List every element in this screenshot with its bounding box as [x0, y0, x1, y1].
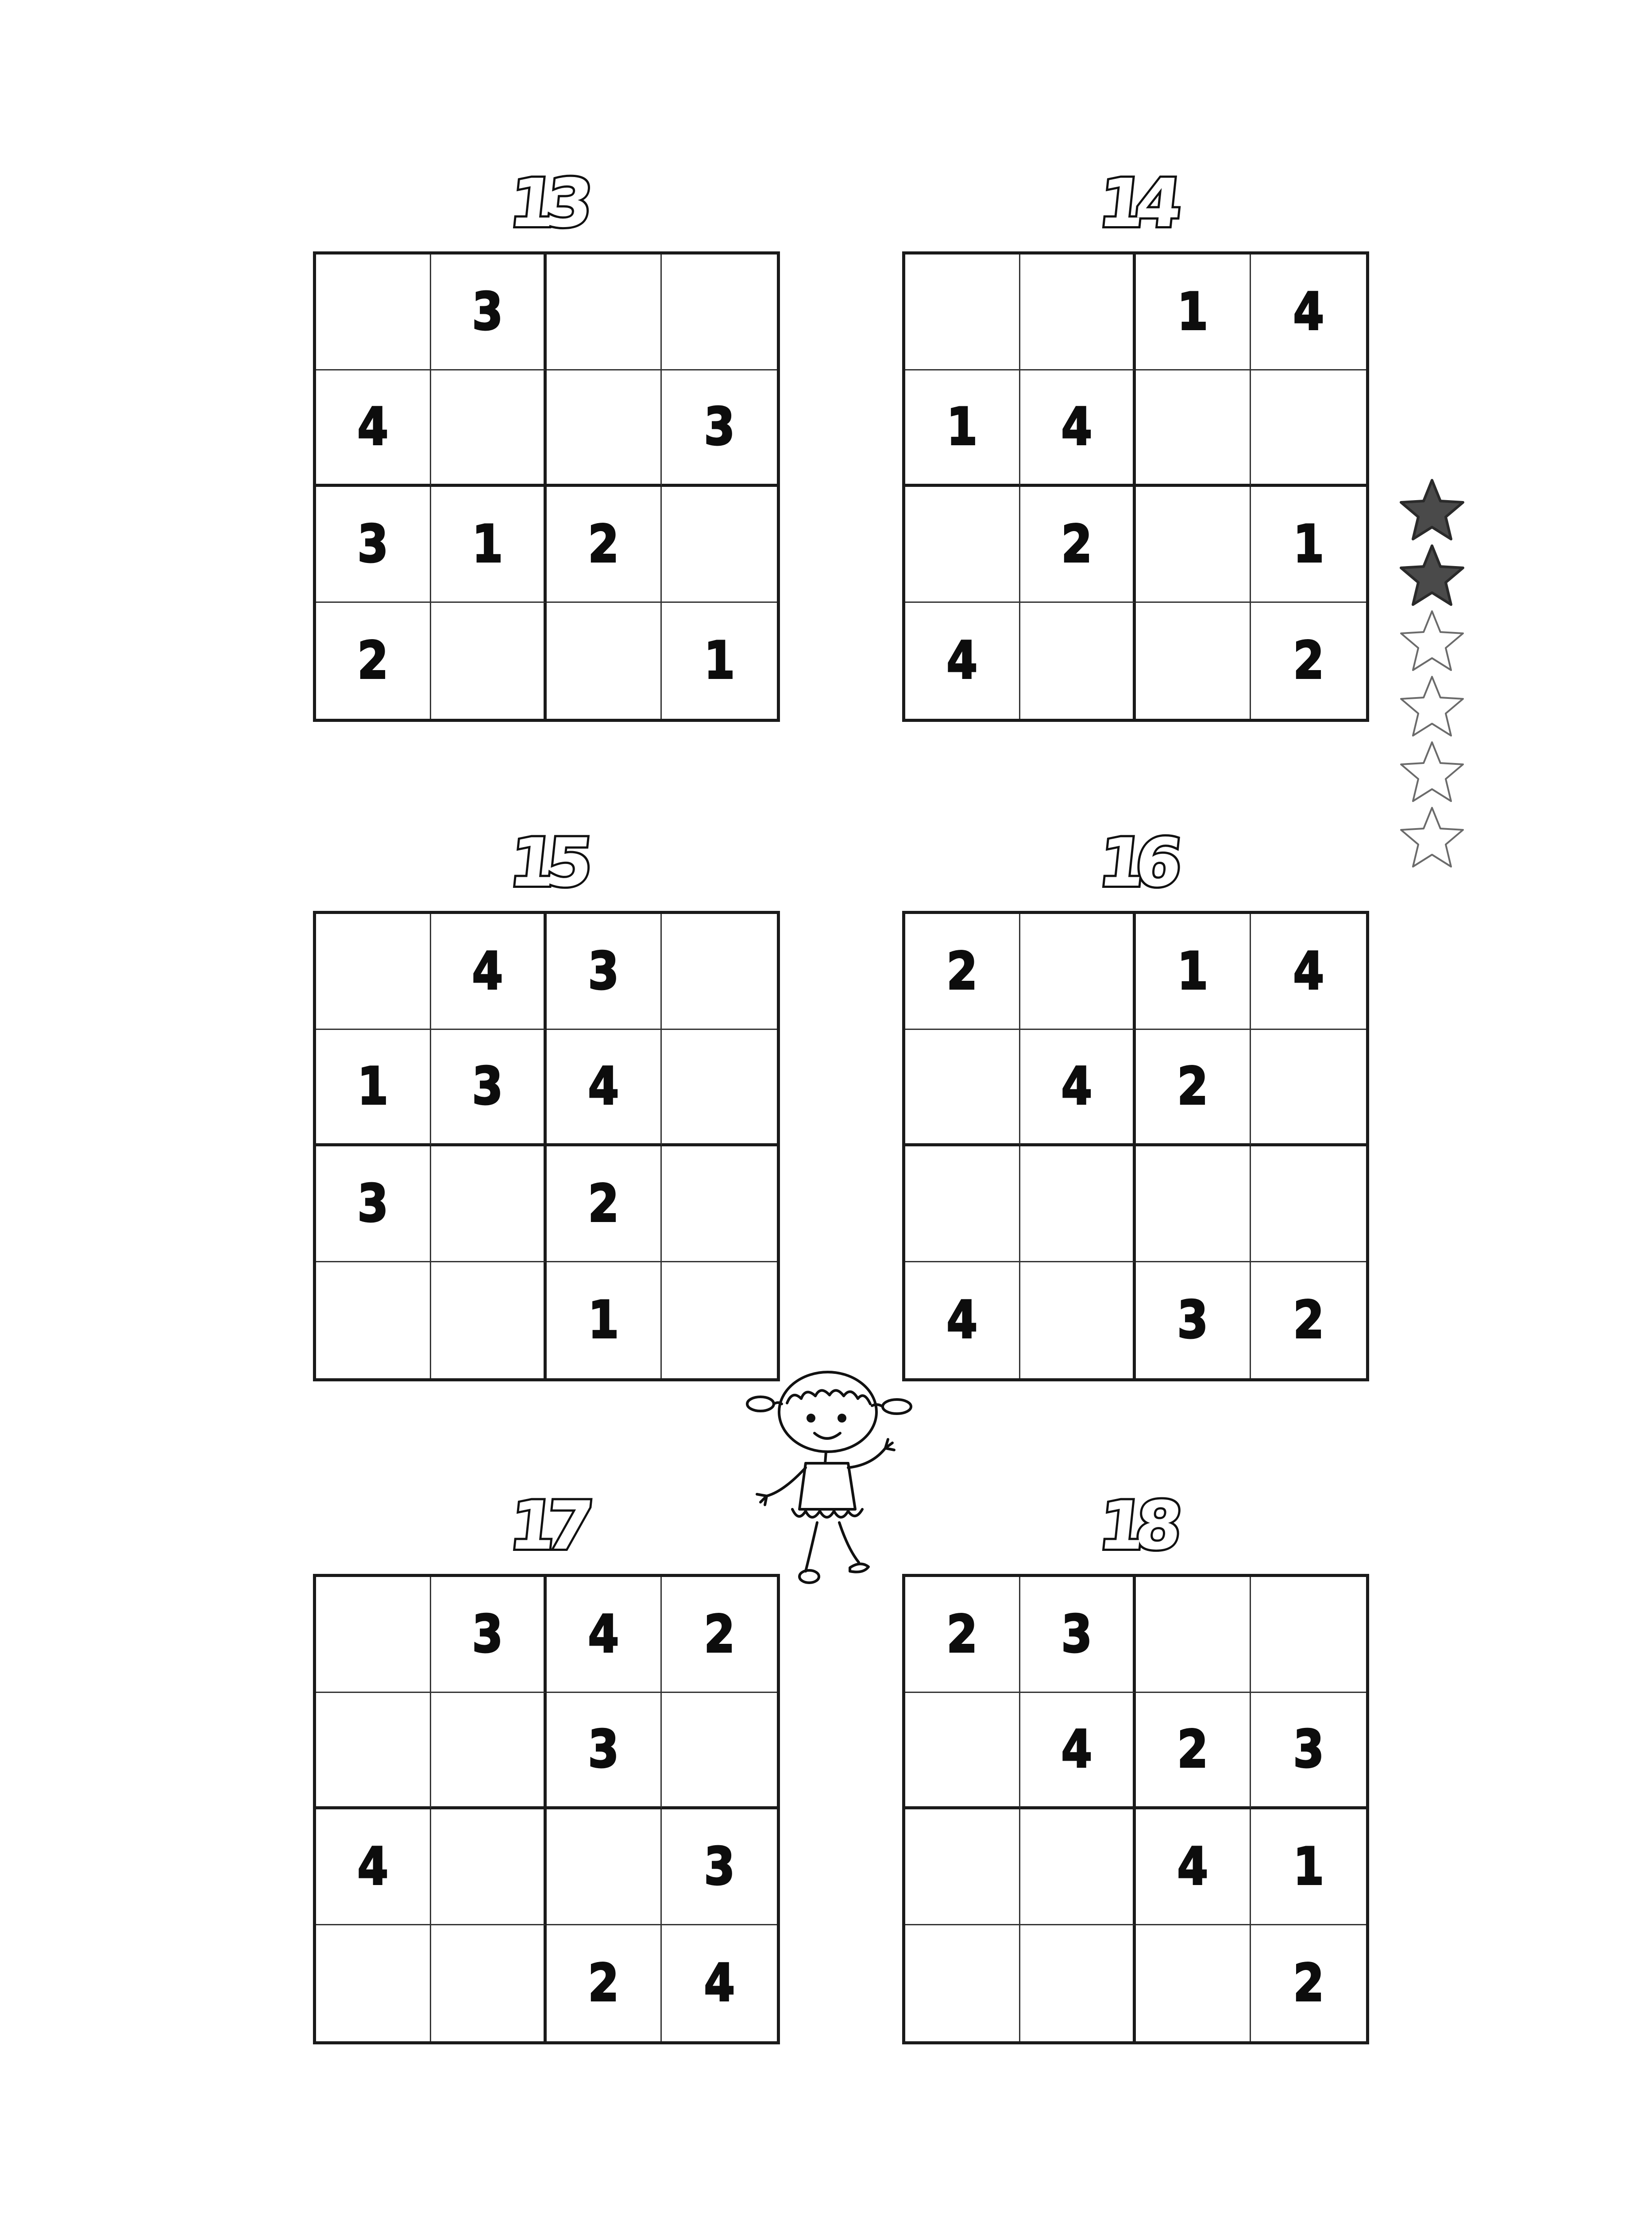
grid-cell[interactable]: 3: [1136, 1262, 1251, 1378]
puzzle-18: [902, 1488, 1369, 2046]
star-icon: [1399, 478, 1465, 542]
grid-cell[interactable]: [905, 1925, 1020, 2041]
grid-cell[interactable]: [1136, 603, 1251, 719]
sudoku-grid: [902, 251, 1369, 722]
sudoku-grid: [313, 1574, 780, 2044]
grid-cell[interactable]: 1: [704, 631, 735, 691]
puzzle-number: 18: [1095, 1488, 1177, 1565]
grid-cell[interactable]: 2: [547, 487, 662, 603]
grid-cell[interactable]: 2: [1293, 1290, 1324, 1350]
grid-cell[interactable]: 1: [316, 1030, 431, 1146]
grid-cell[interactable]: 4: [1020, 370, 1135, 486]
puzzle-15: [313, 825, 780, 1383]
grid-cell[interactable]: [316, 1577, 431, 1693]
grid-cell[interactable]: [905, 1146, 1020, 1262]
grid-cell[interactable]: [1020, 1262, 1135, 1378]
grid-cell[interactable]: [1136, 1146, 1251, 1262]
sudoku-grid: [902, 1574, 1369, 2044]
grid-cell[interactable]: [1251, 1146, 1366, 1262]
grid-cell[interactable]: [1020, 1146, 1135, 1262]
star-icon: [1399, 740, 1465, 804]
grid-cell[interactable]: [662, 487, 777, 603]
grid-cell[interactable]: 3: [316, 1146, 431, 1262]
grid-cell[interactable]: [431, 1809, 546, 1925]
grid-cell[interactable]: [547, 603, 662, 719]
grid-cell[interactable]: 1: [547, 1262, 662, 1378]
grid-cell[interactable]: [1136, 370, 1251, 486]
grid-cell[interactable]: [1136, 1577, 1251, 1693]
grid-cell[interactable]: 4: [316, 370, 431, 486]
grid-cell[interactable]: 3: [547, 1693, 662, 1809]
grid-cell[interactable]: [1020, 603, 1135, 719]
grid-cell[interactable]: 2: [1293, 631, 1324, 691]
grid-cell[interactable]: 3: [431, 1030, 546, 1146]
grid-cell[interactable]: [1251, 1030, 1366, 1146]
grid-cell[interactable]: [905, 1030, 1020, 1146]
grid-cell[interactable]: [316, 1262, 431, 1378]
grid-cell[interactable]: 3: [431, 254, 546, 370]
grid-cell[interactable]: 3: [431, 1577, 546, 1693]
grid-cell[interactable]: [316, 1693, 431, 1809]
grid-cell[interactable]: [316, 254, 431, 370]
grid-cell[interactable]: [547, 1809, 662, 1925]
puzzle-number: 14: [1095, 165, 1177, 242]
grid-cell[interactable]: [905, 1693, 1020, 1809]
grid-cell[interactable]: 1: [1136, 254, 1251, 370]
grid-cell[interactable]: [431, 1693, 546, 1809]
grid-cell[interactable]: 1: [431, 487, 546, 603]
grid-cell[interactable]: 3: [1020, 1577, 1135, 1693]
grid-cell[interactable]: [662, 1262, 777, 1378]
grid-cell[interactable]: 3: [662, 1809, 777, 1925]
grid-cell[interactable]: [905, 1809, 1020, 1925]
grid-cell[interactable]: [662, 1146, 777, 1262]
grid-cell[interactable]: 4: [431, 914, 546, 1030]
grid-cell[interactable]: [431, 1146, 546, 1262]
grid-cell[interactable]: 2: [1136, 1693, 1251, 1809]
sudoku-grid: [313, 251, 780, 722]
grid-cell[interactable]: [316, 914, 431, 1030]
grid-cell[interactable]: 2: [1136, 1030, 1251, 1146]
grid-cell[interactable]: [662, 914, 777, 1030]
grid-cell[interactable]: [1020, 1925, 1135, 2041]
grid-cell[interactable]: [1020, 254, 1135, 370]
puzzle-13: [313, 165, 780, 724]
puzzle-14: [902, 165, 1369, 724]
grid-cell[interactable]: 3: [316, 487, 431, 603]
grid-cell[interactable]: [662, 1693, 777, 1809]
grid-cell[interactable]: 2: [905, 1577, 1020, 1693]
grid-cell[interactable]: 1: [1136, 914, 1251, 1030]
grid-cell[interactable]: [1136, 487, 1251, 603]
grid-cell[interactable]: 4: [704, 1953, 735, 2013]
grid-cell[interactable]: [1136, 1925, 1251, 2041]
grid-cell[interactable]: 4: [1020, 1693, 1135, 1809]
puzzle-17: [313, 1488, 780, 2046]
grid-cell[interactable]: 4: [547, 1030, 662, 1146]
grid-cell[interactable]: [1020, 1809, 1135, 1925]
grid-cell[interactable]: [547, 254, 662, 370]
difficulty-rating: [1399, 478, 1470, 876]
grid-cell[interactable]: [316, 1925, 431, 2041]
grid-cell[interactable]: [547, 370, 662, 486]
grid-cell[interactable]: 4: [1251, 914, 1366, 1030]
sudoku-grid: [313, 911, 780, 1381]
sudoku-grid: [902, 911, 1369, 1381]
grid-cell[interactable]: 4: [905, 603, 1020, 719]
grid-cell[interactable]: 4: [316, 1809, 431, 1925]
star-icon: [1399, 609, 1465, 673]
grid-cell[interactable]: [431, 370, 546, 486]
star-icon: [1399, 544, 1465, 608]
puzzle-number: 15: [506, 825, 587, 902]
grid-cell[interactable]: 4: [1251, 254, 1366, 370]
grid-cell[interactable]: [662, 254, 777, 370]
grid-cell[interactable]: [662, 1030, 777, 1146]
girl-doodle-icon: [739, 1363, 916, 1593]
grid-cell[interactable]: 2: [547, 1925, 662, 2041]
puzzle-number: 13: [506, 165, 587, 242]
grid-cell[interactable]: 2: [547, 1146, 662, 1262]
grid-cell[interactable]: 3: [1251, 1693, 1366, 1809]
grid-cell[interactable]: [905, 487, 1020, 603]
grid-cell[interactable]: 2: [1020, 487, 1135, 603]
grid-cell[interactable]: 4: [905, 1262, 1020, 1378]
star-icon: [1399, 675, 1465, 739]
star-icon: [1399, 806, 1465, 870]
grid-cell[interactable]: 1: [1251, 1809, 1366, 1925]
grid-cell[interactable]: 4: [1136, 1809, 1251, 1925]
grid-cell[interactable]: [1020, 914, 1135, 1030]
grid-cell[interactable]: 4: [547, 1577, 662, 1693]
grid-cell[interactable]: [1251, 1577, 1366, 1693]
grid-cell[interactable]: 1: [1251, 487, 1366, 603]
grid-cell[interactable]: 2: [662, 1577, 777, 1693]
grid-cell[interactable]: 2: [316, 603, 431, 719]
puzzle-number: 17: [506, 1488, 587, 1565]
grid-cell[interactable]: [1251, 370, 1366, 486]
grid-cell[interactable]: 2: [905, 914, 1020, 1030]
grid-cell[interactable]: 3: [662, 370, 777, 486]
grid-cell[interactable]: 1: [905, 370, 1020, 486]
puzzle-16: [902, 825, 1369, 1383]
grid-cell[interactable]: 3: [547, 914, 662, 1030]
grid-cell[interactable]: [431, 603, 546, 719]
grid-cell[interactable]: [431, 1925, 546, 2041]
grid-cell[interactable]: [431, 1262, 546, 1378]
grid-cell[interactable]: 2: [1293, 1953, 1324, 2013]
puzzle-number: 16: [1095, 825, 1177, 902]
grid-cell[interactable]: [905, 254, 1020, 370]
grid-cell[interactable]: 4: [1020, 1030, 1135, 1146]
